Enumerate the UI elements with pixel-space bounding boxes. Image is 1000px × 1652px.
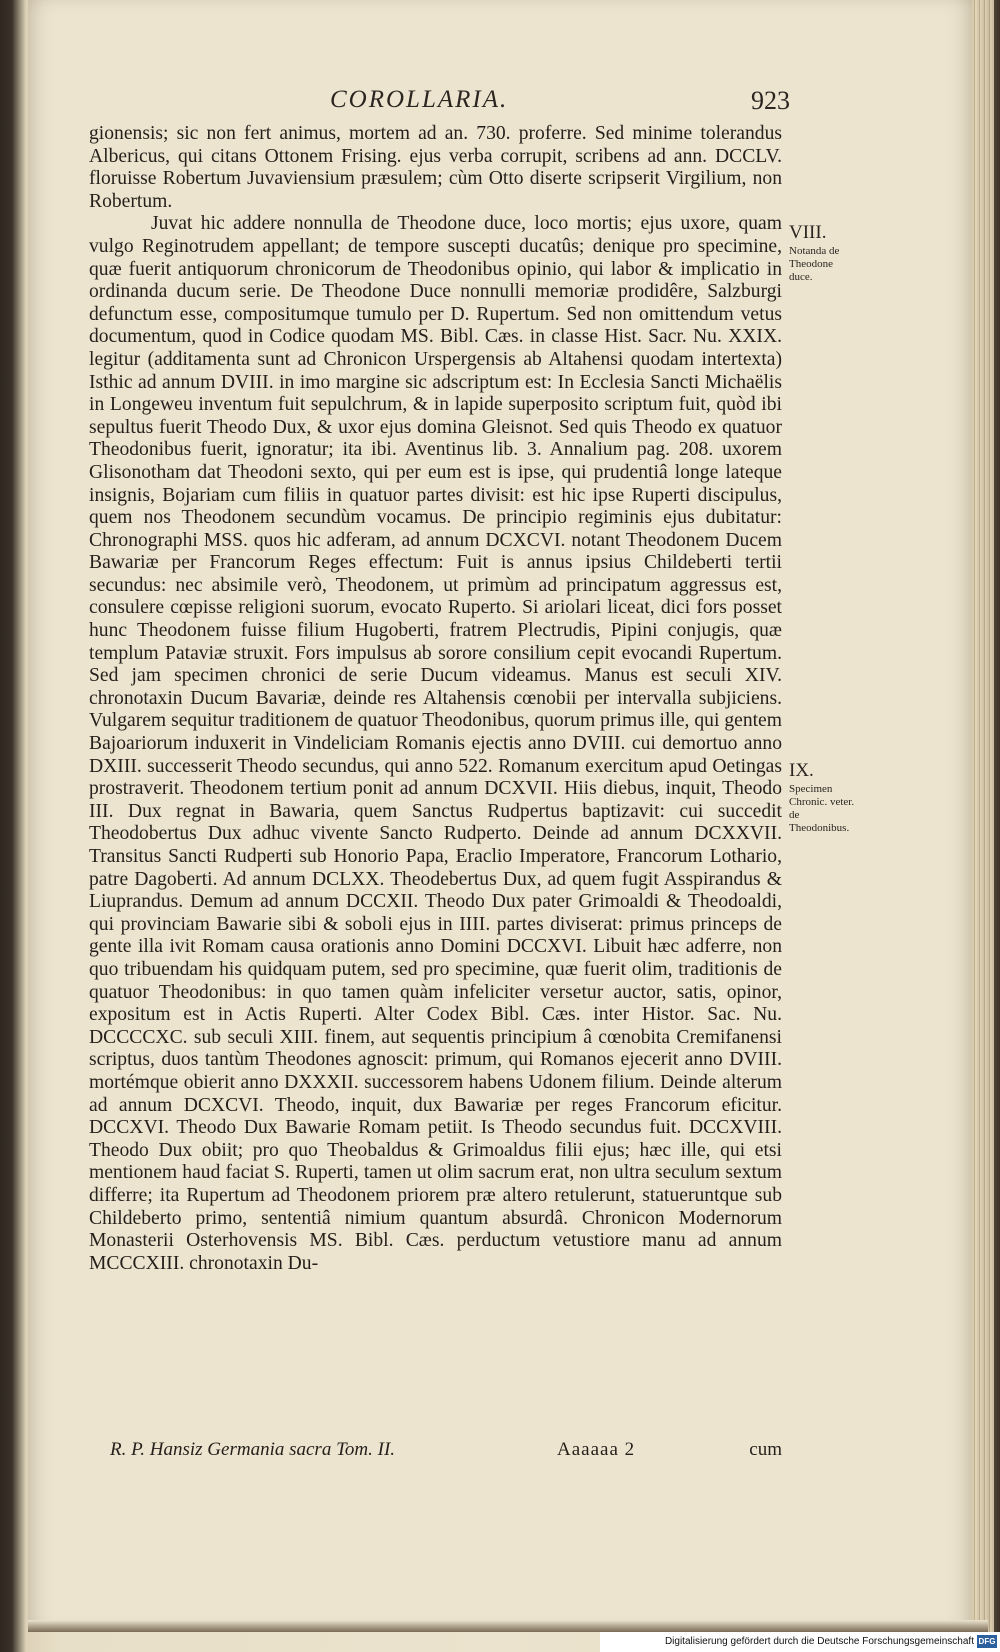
paragraph-1: gionensis; sic non fert animus, mortem ad an. 730. proferre. Sed minime tolerandus Albericus, qui citans Ottonem Frising. ejus verba corrupit, scribens ad ann. DCCLV. floruisse Robertum Juvaviensium præsulem; cùm Otto diserte scripserit Virgilium, non Robertum. xyxy=(89,123,782,212)
margin-note-viii xyxy=(789,222,859,284)
catchword: cum xyxy=(749,1439,782,1460)
margin-note-text: Specimen Chronic. veter. de Theodonibus. xyxy=(789,783,855,834)
margin-note-number: VIII. xyxy=(789,222,827,243)
signature-mark: Aaaaaa 2 xyxy=(557,1439,636,1460)
digitization-notice: Digitalisierung gefördert durch die Deutsche Forschungsgemeinschaft xyxy=(664,1636,974,1647)
digitization-banner xyxy=(600,1632,1000,1652)
page-edges xyxy=(972,0,994,1640)
main-text-column xyxy=(89,123,782,1275)
margin-note-ix xyxy=(789,760,859,835)
margin-note-number: IX. xyxy=(789,760,814,781)
page-footer xyxy=(110,1439,782,1465)
page-bottom-shadow xyxy=(28,1620,988,1632)
running-title: COROLLARIA. xyxy=(330,86,509,113)
footer-citation: R. P. Hansiz Germania sacra Tom. II. xyxy=(110,1439,396,1460)
page-header xyxy=(60,86,790,120)
page-number: 923 xyxy=(751,86,790,115)
paragraph-2: Juvat hic addere nonnulla de Theodone duce, loco mortis; ejus uxore, quam vulgo Reginotrudem appellant; de tempore suscepti ducatûs; denique pro specimine, quæ fuerit antiquorum chronicorum de Theodonibus opinio, qui labor & implicatio in ordinanda ducum serie. De Theodone Duce nonnulli memoriæ prodidêre, Salzburgi defunctum esse, compositumque tumulo per D. Rupertum. Sed non omittendum vetus documentum, quod in Codice quodam MS. Bibl. Cæs. in classe Hist. Sacr. Nu. XXIX. legitur (additamenta sunt ad Chronicon Urspergensis ab Altahensi quodam intertexta) Isthic ad annum DVIII. in imo margine sic adscriptum est: In Ecclesia Sancti Michaëlis in Longeweu inventum fuit sepulchrum, & in lapide superposito scriptum fuit, quòd ibi sepultus fuerit Theodo Dux, & uxor ejus domina Gleisnot. Sed quis Theodo ex quatuor Theodonibus fuerit, ignoratur; ita ibi. Aventinus lib. 3. Annalium pag. 208. uxorem Glisonotham dat Theodoni sexto, qui per eum est is ipse, qui prudentiâ longe lateque insignis, Bojariam cum filiis in quatuor partes divisit: est hic ipse Ruperti discipulus, quem nos Theodonem secundùm vocamus. De principio regiminis ejus dubitatur: Chronographi MSS. quos hic adferam, ad annum DCXCVI. notant Theodonem Ducem Bawariæ per Francorum Reges effectum: Fuit is annus ipsius Childeberti tertii secundus: nec absimile verò, Theodonem, ut primùm ad principatum aggressus est, consulere cœpisse religioni suorum, evocato Ruperto. Si ariolari liceat, dici fors posset hunc Theodonem fuisse filium Hugoberti, fratrem Plectrudis, Pipini conjugis, quæ templum Pataviæ struxit. Fors impulsus ab sorore consilium cepit evocandi Rupertum. Sed jam specimen chronici de serie Ducum videamus. Manus est seculi XIV. chronotaxin Ducum Bavariæ, deinde res Altahensis cœnobii per intervalla subjiciens. Vulgarem sequitur traditionem de quatuor Theodonibus, quorum primus ille, qui gentem Bajoariorum induxerit in Vindeliciam Romanis ejectis anno DVIII. cui demortuo anno DXIII. successerit Theodo secundus, qui anno 522. Romanum exercitum apud Oetingas prostraverit. Theodonem tertium ponit ad annum DCXVII. Hiis diebus, inquit, Theodo III. Dux regnat in Bawaria, quem Sanctus Rudpertus baptizavit: cui succedit Theodobertus Dux adhuc vivente Sancto Rudperto. Deinde ad annum DCXXVII. Transitus Sancti Rudperti sub Honorio Papa, Eraclio Imperatore, Francorum Lothario, patre Dagoberti. Ad annum DCLXX. Theodebertus Dux, ad quem fugit Asspirandus & Liuprandus. Demum ad annum DCCXII. Theodo Dux pater Grimoaldi & Theodoaldi, qui provinciam Bawarie sibi & soboli ejus in IIII. partes diviserat: primus princeps de gente illa ivit Romam causa orationis anno Domini DCCXVI. Libuit hæc adferre, non quo tribuendam his quidquam putem, sed pro specimine, quæ fuerit olim, traditionis de quatuor Theodonibus: in quo tamen quàm infeliciter versetur auctor, satis, opinor, expositum est in Actis Ruperti. Alter Codex Bibl. Cæs. inter Histor. Sac. Nu. DCCCCXC. sub seculi XIII. finem, aut sequentis principium â cœnobita Cremifanensi scriptus, duos tantùm Theodones agnoscit: primum, qui Romanos ejecerit anno DVIII. mortémque obierit anno DXXXII. successorem habens Udonem filium. Deinde alterum ad annum DCXCVI. Theodo, inquit, dux Bawariæ per reges Francorum eficitur. DCCXVI. Theodo Dux Bawarie Romam petiit. Is Theodo secundus fuit. DCCXVIII. Theodo Dux obiit; pro quo Theobaldus & Grimoaldus filii ejus; hæc ille, qui etsi mentionem haud faciat S. Ruperti, tamen ut olim sacrum erat, non ultra seculum sextum differre; ita Rupertum ad Theodonem priorem præ altero retulerunt, statueruntque sub Childeberto primo, sententiâ nimium quantum absurdâ. Chronicon Modernorum Monasterii Osterhovensis MS. Bibl. Cæs. perductum vetustiore manu ad annum MCCCXIII. chronotaxin Du- xyxy=(89,213,782,1274)
dfg-logo-icon: DFG xyxy=(978,1637,996,1646)
margin-note-text: Notanda de Theodone duce. xyxy=(789,245,840,283)
